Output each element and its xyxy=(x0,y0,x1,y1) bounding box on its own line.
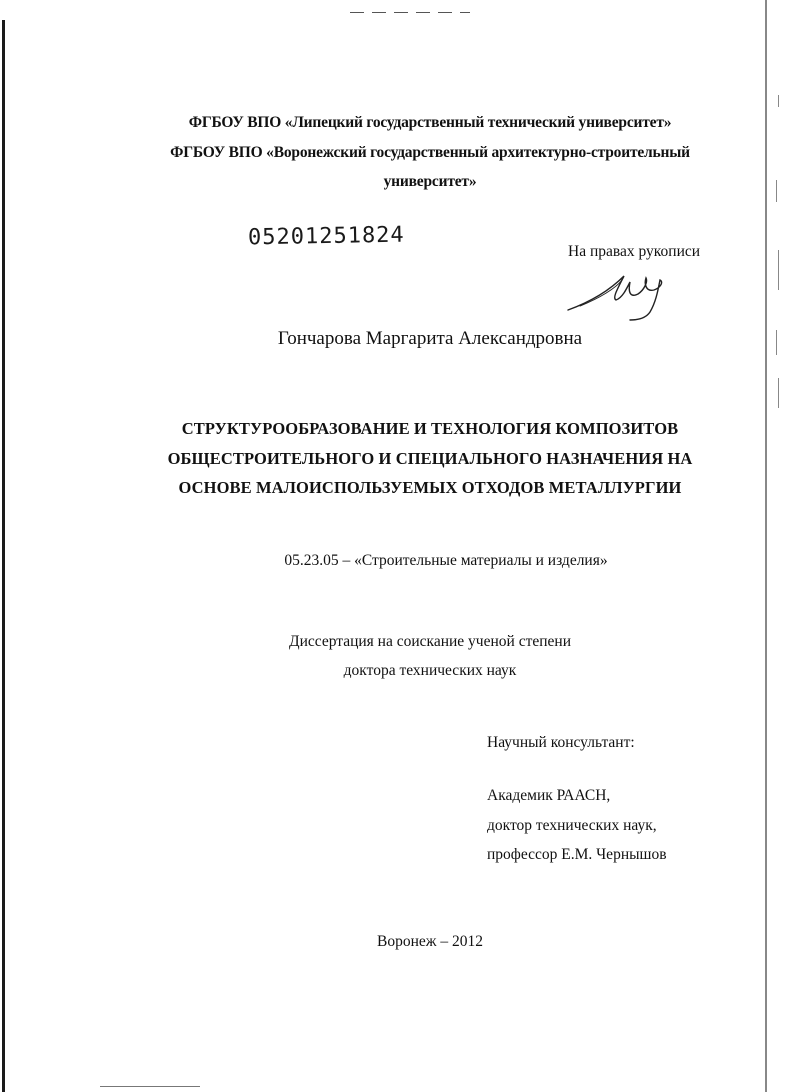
organization-line-2: ФГБОУ ВПО «Воронежский государственный архитектурно-строительный xyxy=(170,144,690,161)
signature-icon xyxy=(560,268,680,328)
title-line-3: ОСНОВЕ МАЛОИСПОЛЬЗУЕМЫХ ОТХОДОВ МЕТАЛЛУРГИИ xyxy=(178,478,682,497)
city-year: Воронеж – 2012 xyxy=(377,933,483,950)
specialty-code: 05.23.05 – «Строительные материалы и изделия» xyxy=(284,552,608,569)
degree-line-1: Диссертация на соискание ученой степени xyxy=(289,633,571,650)
title-line-2: ОБЩЕСТРОИТЕЛЬНОГО И СПЕЦИАЛЬНОГО НАЗНАЧЕНИЯ НА xyxy=(167,449,693,468)
title-line-1: СТРУКТУРООБРАЗОВАНИЕ И ТЕХНОЛОГИЯ КОМПОЗИТОВ xyxy=(181,419,679,438)
rights-note: На правах рукописи xyxy=(568,243,701,260)
scan-mark xyxy=(778,95,779,107)
consultant-line-1: Академик РААСН, xyxy=(487,787,611,804)
scan-top-dash xyxy=(350,12,470,13)
scan-mark xyxy=(778,250,779,290)
scan-right-edge xyxy=(765,0,767,1092)
consultant-line-3: профессор Е.М. Чернышов xyxy=(487,846,667,863)
consultant-heading: Научный консультант: xyxy=(487,734,635,751)
scan-bottom-line xyxy=(100,1086,200,1087)
organization-line-1: ФГБОУ ВПО «Липецкий государственный технический университет» xyxy=(188,114,672,131)
library-stamp-number: 05201251824 xyxy=(247,222,405,251)
organization-line-3: университет» xyxy=(383,173,477,190)
consultant-line-2: доктор технических наук, xyxy=(487,817,657,834)
scan-mark xyxy=(778,378,779,408)
degree-line-2: доктора технических наук xyxy=(343,662,517,679)
author-name: Гончарова Маргарита Александровна xyxy=(277,328,583,349)
